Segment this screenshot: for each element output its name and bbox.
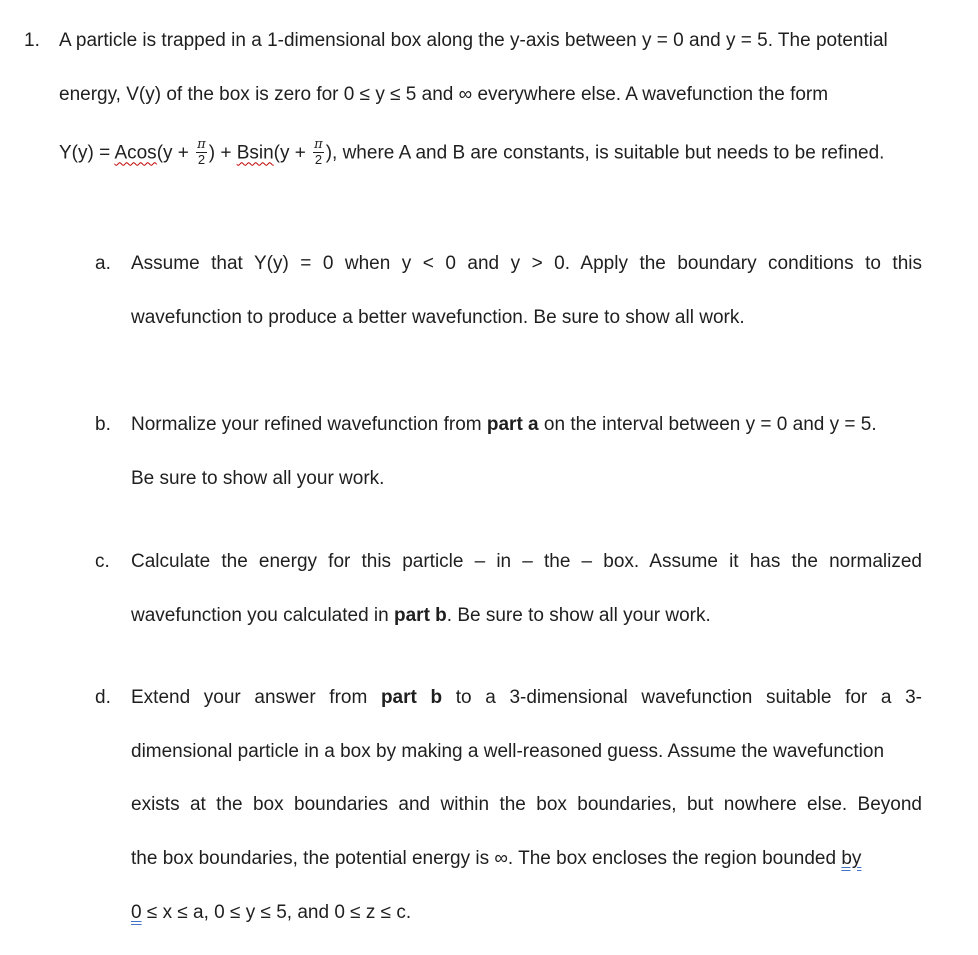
part-a-line-1: Assume that Y(y) = 0 when y < 0 and y > 0. Apply the boundary conditions to this (131, 253, 922, 274)
part-d-text: Extend your answer from (131, 687, 381, 708)
question-line-1: A particle is trapped in a 1-dimensional box along the y-axis between y = 0 and y = 5. The potential (59, 30, 888, 51)
bsin-close: ), where A and B are constants, is suitable but needs to be refined. (325, 142, 885, 164)
acos-term: Acos (114, 142, 157, 164)
part-d-line-2: dimensional particle in a box by making a well-reasoned guess. Assume the wavefunction (131, 741, 885, 762)
part-a-line-2: wavefunction to produce a better wavefunction. Be sure to show all work. (131, 307, 745, 328)
part-c-text: wavefunction you calculated in (131, 605, 394, 626)
part-b-reference: part b (394, 605, 447, 626)
wavefunction-prefix: Y(y) = (59, 142, 115, 164)
part-b-label: b. (95, 414, 111, 435)
part-d-line-3: exists at the box boundaries and within the box boundaries, but nowhere else. Beyond (131, 794, 922, 815)
part-b-text: Normalize your refined wavefunction from (131, 414, 487, 435)
question-number: 1. (24, 30, 40, 51)
bsin-open: (y + (273, 142, 312, 164)
part-d-line-1 (131, 687, 922, 709)
part-a-label: a. (95, 253, 111, 274)
part-d-line-4-text: the box boundaries, the potential energy is ∞. The box encloses the region bounded (131, 848, 842, 869)
zero-bound: 0 (131, 902, 142, 923)
part-d-line-4 (131, 848, 861, 870)
pi-over-two-fraction (196, 139, 207, 166)
part-c-line-2 (131, 605, 711, 627)
part-b-line-2: Be sure to show all your work. (131, 468, 385, 489)
acos-close: ) + (208, 142, 237, 164)
part-c-line-1: Calculate the energy for this particle – in – the – box. Assume it has the normalized (131, 551, 922, 572)
question-line-3 (59, 137, 885, 167)
part-a-reference: part a (486, 414, 539, 435)
two-denominator: 2 (314, 152, 323, 167)
part-c-label: c. (95, 551, 110, 572)
two-denominator: 2 (197, 152, 206, 167)
part-b-reference: part b (380, 687, 443, 708)
bsin-term: Bsin (236, 142, 274, 164)
pi-numerator: π (197, 137, 206, 152)
part-b-text-end: on the interval between y = 0 and y = 5. (538, 414, 877, 435)
part-d-label: d. (95, 687, 111, 708)
bounds-text: ≤ x ≤ a, 0 ≤ y ≤ 5, and 0 ≤ z ≤ c. (141, 902, 412, 923)
by-word: by (841, 848, 862, 869)
question-line-2: energy, V(y) of the box is zero for 0 ≤ y ≤ 5 and ∞ everywhere else. A wavefunction the form (59, 84, 829, 105)
part-d-line-5 (131, 902, 411, 924)
acos-open: (y + (156, 142, 195, 164)
pi-numerator: π (314, 137, 323, 152)
part-d-text-end: to a 3-dimensional wavefunction suitable for a 3- (442, 687, 923, 708)
pi-over-two-fraction (313, 139, 324, 166)
part-c-text-end: . Be sure to show all your work. (446, 605, 711, 626)
part-b-line-1 (131, 414, 877, 436)
